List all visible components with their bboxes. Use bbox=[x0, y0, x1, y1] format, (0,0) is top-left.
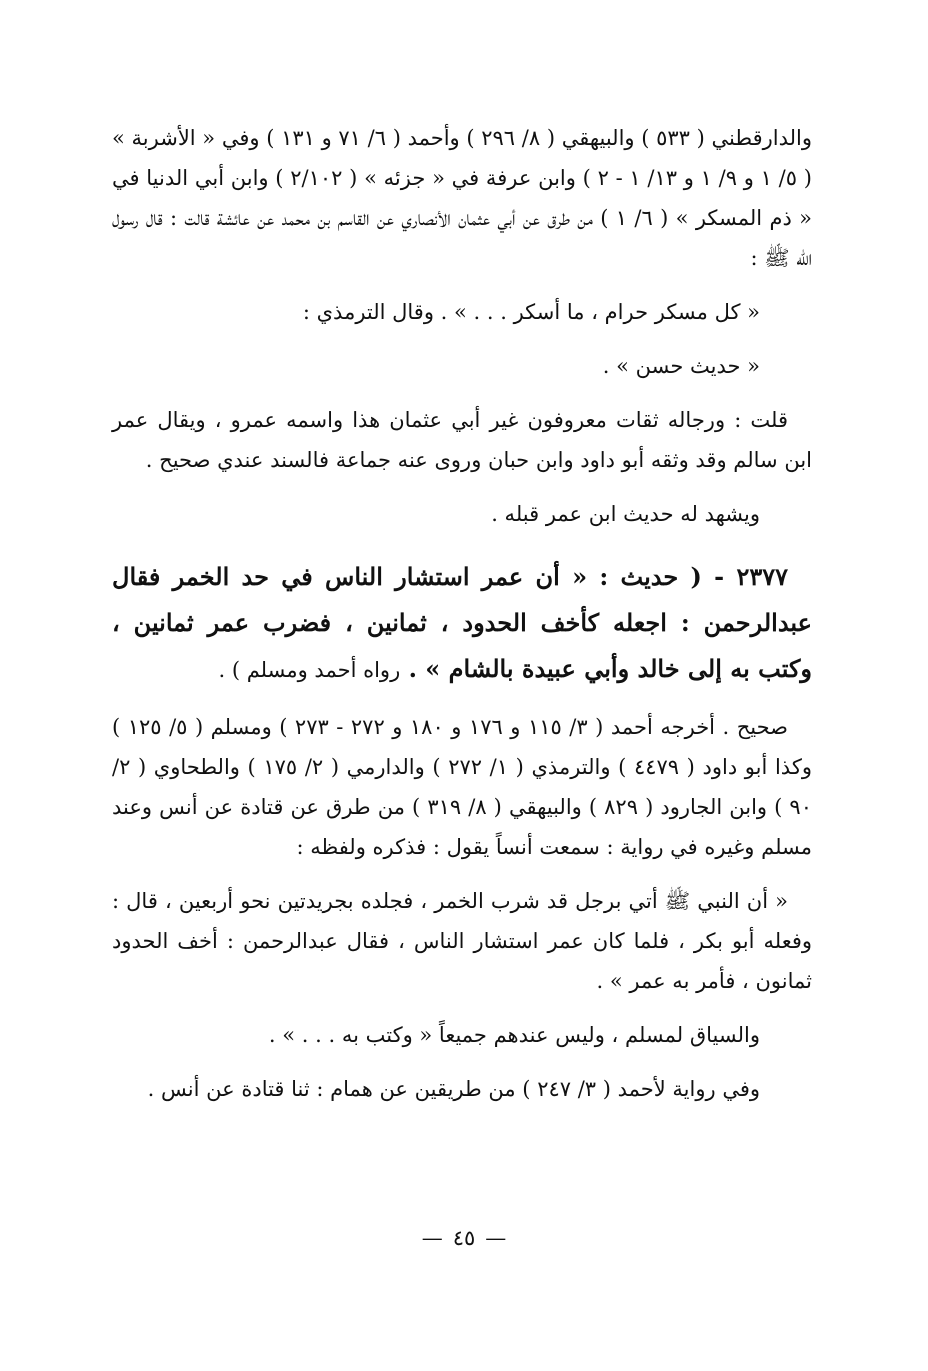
page-body bbox=[112, 118, 812, 1109]
dash-right: — bbox=[421, 1226, 443, 1250]
spacer bbox=[112, 332, 812, 346]
paragraph-author-comment: قلت : ورجاله ثقات معروفون غير أبي عثمان هذا واسمه عمرو ، ويقال عمر ابن سالم وقد وثقه أبو داود وابن حبان وروى عنه جماعة فالسند عندي صحيح . bbox=[112, 408, 812, 472]
hadith-entry bbox=[112, 554, 812, 693]
paragraph-context-note: والسياق لمسلم ، وليس عندهم جميعاً « وكتب به . . . » . bbox=[268, 1023, 760, 1047]
quote-tirmidhi-grading: « حديث حسن » . bbox=[602, 354, 760, 378]
spacer bbox=[112, 693, 812, 707]
paragraph-takhrij: صحيح . أخرجه أحمد ( ٣/ ١١٥ و ١٧٦ و ١٨٠ و ٢٧٢ - ٢٧٣ ) ومسلم ( ٥/ ١٢٥ ) وكذا أبو داود ( ٤٤٧٩ ) والترمذي ( ١/ ٢٧٢ ) والدارمي ( ٢/ ١٧٥ ) والطحاوي ( ٢/ ٩٠ ) وابن الجارود ( ٨٢٩ ) والبيهقي ( ٨/ ٣١٩ ) من طرق عن قتادة عن أنس وعند مسلم وغيره في رواية : سمعت أنساً يقول : فذكره ولفظه : bbox=[112, 715, 812, 859]
hadith-text: - ( حديث : « أن عمر استشار الناس في حد الخمر فقال عبدالرحمن : اجعله كأخف الحدود ، ثمانين ، فضرب عمر ثمانين ، وكتب به إلى خالد وأبي عبيدة بالشام » . bbox=[112, 562, 812, 683]
dash-left: — bbox=[485, 1226, 507, 1250]
paragraph-witness: ويشهد له حديث ابن عمر قبله . bbox=[491, 502, 760, 526]
spacer bbox=[112, 480, 812, 494]
quote-muslim-text: « أن النبي ﷺ أتي برجل قد شرب الخمر ، فجلده بجريدتين نحو أربعين ، قال : وفعله أبو بكر ، فلما كان عمر استشار الناس ، فقال عبدالرحمن : أخف الحدود ثمانون ، فأمر به عمر » . bbox=[112, 889, 812, 993]
spacer bbox=[112, 1055, 812, 1069]
spacer bbox=[112, 534, 812, 554]
page-number-value: ٤٥ bbox=[452, 1226, 476, 1250]
spacer bbox=[112, 867, 812, 881]
paragraph-references-1: والدارقطني ( ٥٣٣ ) والبيهقي ( ٨/ ٢٩٦ ) وأحمد ( ٦/ ٧١ و ١٣١ ) وفي « الأشربة » ( ٥/ ١ و ٩/ ١ و ١٣/ ١ - ٢ ) وابن عرفة في « جزئه » ( ٢/١٠٢ ) وابن أبي الدنيا في « ذم المسكر » ( ٦/ ١ ) من طرق عن أبي عثمان الأنصاري عن القاسم بن محمد عن عائشة قالت : قال رسول الله ﷺ : bbox=[112, 126, 812, 270]
page-number bbox=[0, 1226, 928, 1250]
paragraph-ahmad-narration: وفي رواية لأحمد ( ٣/ ٢٤٧ ) من طريقين عن همام : ثنا قتادة عن أنس . bbox=[147, 1077, 760, 1101]
spacer bbox=[112, 278, 812, 292]
hadith-number: ٢٣٧٧ bbox=[736, 562, 788, 591]
spacer bbox=[112, 386, 812, 400]
hadith-reference: رواه أحمد ومسلم ) . bbox=[218, 658, 401, 682]
spacer bbox=[112, 1001, 812, 1015]
quote-hadith-text: « كل مسكر حرام ، ما أسكر . . . » . وقال الترمذي : bbox=[302, 300, 760, 324]
